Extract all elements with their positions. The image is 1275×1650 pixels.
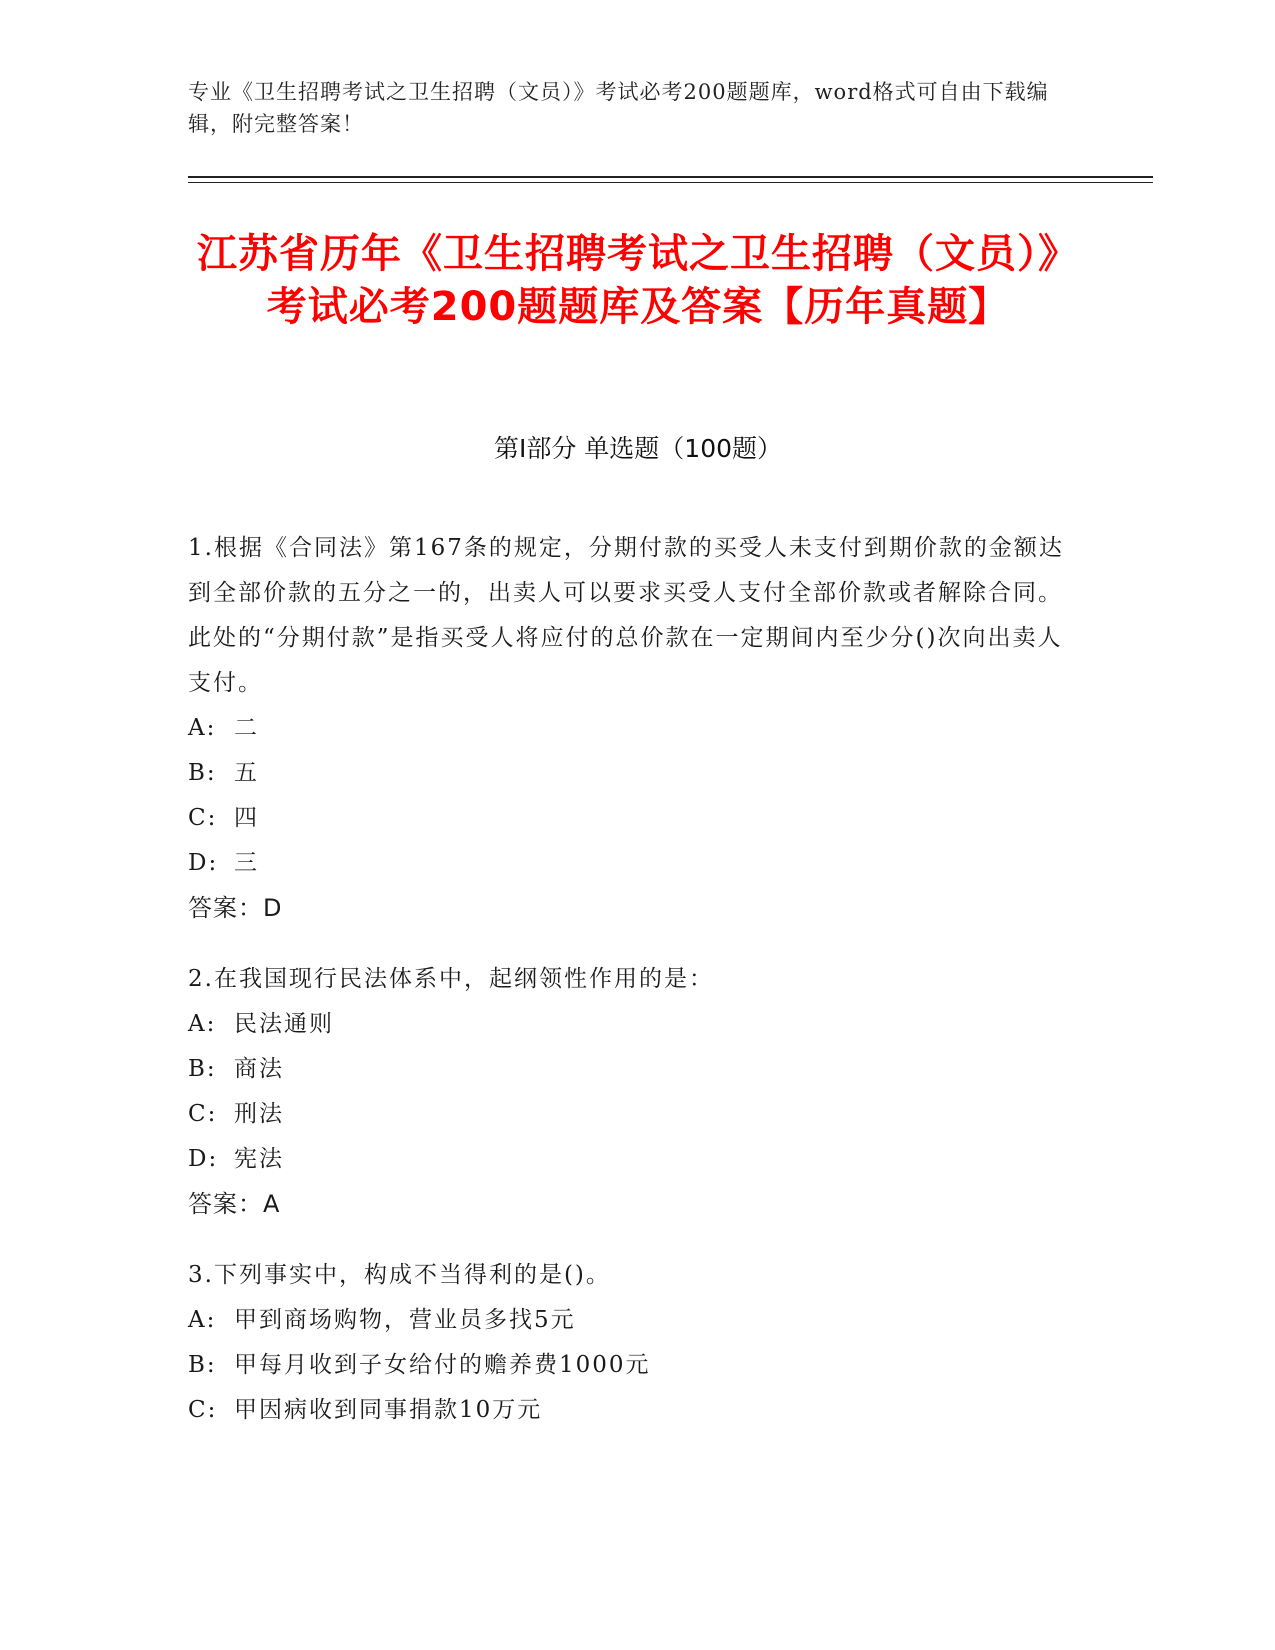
option-letter: A:: [188, 715, 217, 741]
option-text: 三: [234, 850, 259, 876]
answer: 答案：A: [188, 1190, 281, 1218]
option-text: 刑法: [234, 1101, 284, 1127]
option-letter: C:: [188, 1397, 218, 1423]
option-b: [188, 1343, 1068, 1388]
option-text: 甲每月收到子女给付的赡养费1000元: [234, 1352, 651, 1378]
option-text: 五: [234, 760, 259, 786]
header-note: 专业《卫生招聘考试之卫生招聘（文员）》考试必考200题题库，word格式可自由下载编辑，附完整答案！: [188, 80, 1049, 136]
option-letter: C:: [188, 805, 218, 831]
option-c: [188, 796, 1068, 841]
question-stem: 3.下列事实中，构成不当得利的是()。: [188, 1262, 611, 1288]
document-title: 江苏省历年《卫生招聘考试之卫生招聘（文员）》考试必考200题题库及答案【历年真题】: [197, 231, 1079, 330]
option-letter: A:: [188, 1307, 217, 1333]
option-text: 甲因病收到同事捐款10万元: [234, 1397, 543, 1423]
question-3: [188, 1253, 1068, 1433]
option-text: 宪法: [234, 1146, 284, 1172]
option-letter: D:: [188, 850, 219, 876]
option-d: [188, 1137, 1068, 1182]
option-text: 二: [234, 715, 259, 741]
option-letter: C:: [188, 1101, 218, 1127]
option-a: [188, 1298, 1068, 1343]
question-list: [188, 526, 1068, 1459]
answer: 答案：D: [188, 894, 283, 922]
option-a: [188, 1002, 1068, 1047]
option-text: 四: [234, 805, 259, 831]
option-letter: A:: [188, 1011, 217, 1037]
option-text: 商法: [234, 1056, 284, 1082]
option-letter: D:: [188, 1146, 219, 1172]
option-letter: B:: [188, 760, 217, 786]
question-2: [188, 957, 1068, 1227]
option-c: [188, 1388, 1068, 1433]
header-divider-thick: [188, 176, 1153, 178]
option-text: 甲到商场购物，营业员多找5元: [234, 1307, 576, 1333]
header-divider-thin: [188, 182, 1153, 183]
option-letter: B:: [188, 1352, 217, 1378]
section-title: 第I部分 单选题（100题）: [493, 434, 783, 463]
question-stem: 2.在我国现行民法体系中，起纲领性作用的是：: [188, 966, 714, 992]
option-c: [188, 1092, 1068, 1137]
option-b: [188, 751, 1068, 796]
option-d: [188, 841, 1068, 886]
option-b: [188, 1047, 1068, 1092]
option-a: [188, 706, 1068, 751]
question-1: [188, 526, 1068, 931]
question-stem: 1.根据《合同法》第167条的规定，分期付款的买受人未支付到期价款的金额达到全部价款的五分之一的，出卖人可以要求买受人支付全部价款或者解除合同。此处的“分期付款”是指买受人将应付的总价款在一定期间内至少分()次向出卖人支付。: [188, 535, 1064, 696]
option-letter: B:: [188, 1056, 217, 1082]
option-text: 民法通则: [234, 1011, 334, 1037]
